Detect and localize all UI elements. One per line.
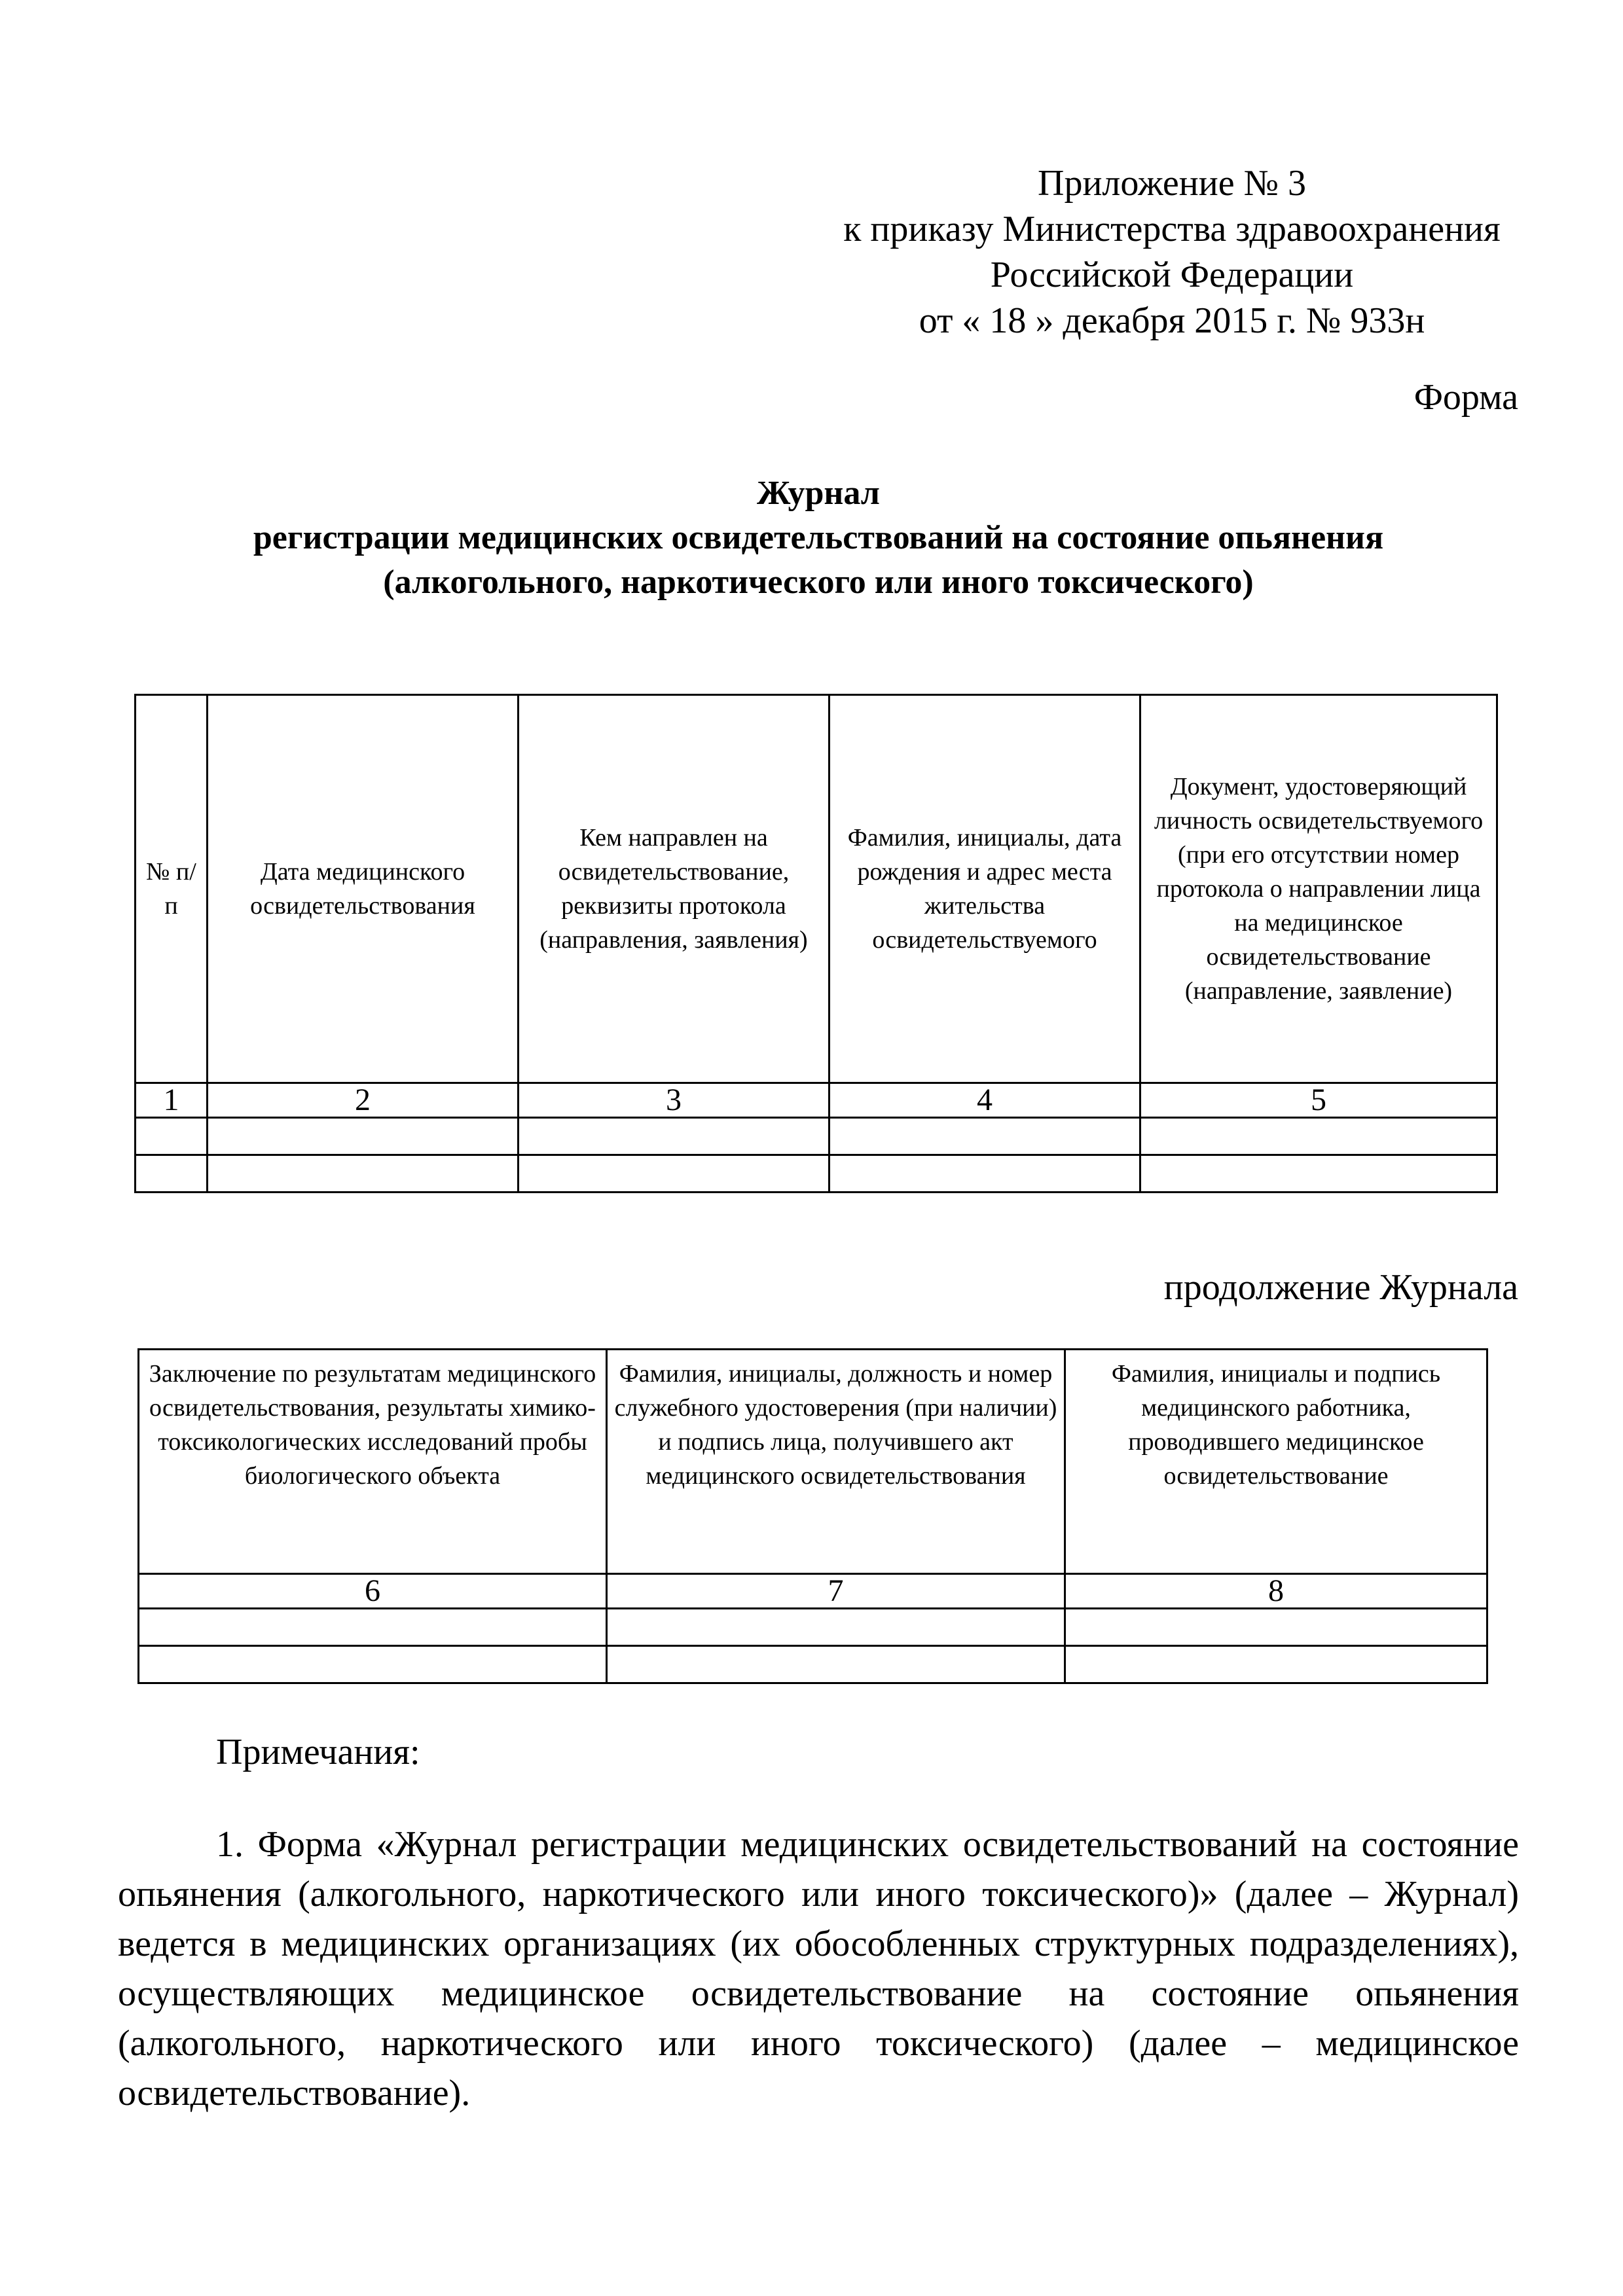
appendix-line-1: Приложение № 3: [1038, 163, 1306, 204]
table-cell: [1065, 1609, 1487, 1646]
title-line-1: Журнал: [757, 475, 880, 512]
column-number: 4: [830, 1083, 1140, 1118]
column-number: 3: [519, 1083, 830, 1118]
document-title: [118, 471, 1519, 605]
table-cell: [208, 1118, 519, 1155]
column-number-row: [139, 1574, 1487, 1609]
journal-table-continuation: [137, 1348, 1488, 1684]
note-paragraph: [118, 1820, 1519, 2118]
table-cell: [136, 1118, 208, 1155]
title-line-3: (алкогольного, наркотического или иного токсического): [383, 564, 1254, 601]
column-number: 5: [1140, 1083, 1497, 1118]
table-header-row: [139, 1350, 1487, 1574]
column-number: 7: [607, 1574, 1065, 1609]
column-header-id-document: Документ, удостоверяющий личность освидетельствуемого (при его отсутствии номер протокола о направлении лица на медицинское освидетельствование (направление, заявление): [1140, 695, 1497, 1083]
table-row: [139, 1609, 1487, 1646]
column-header-number: № п/п: [136, 695, 208, 1083]
note-item-1-text: 1. Форма «Журнал регистрации медицинских освидетельствований на состояние опьянения (алкогольного, наркотического или иного токсического)» (далее – Журнал) ведется в медицинских организациях (их обособленных структурных подразделениях), осуществляющих медицинское освидетельствование на состояние опьянения (алкогольного, наркотического или иного токсического) (далее – медицинское освидетельствование).: [118, 1824, 1519, 2113]
table-cell: [139, 1646, 607, 1683]
table-cell: [830, 1155, 1140, 1193]
column-header-act-recipient: Фамилия, инициалы, должность и номер служебного удостоверения (при наличии) и подпись лица, получившего акт медицинского освидетельствования: [607, 1350, 1065, 1574]
column-number: 2: [208, 1083, 519, 1118]
title-line-2: регистрации медицинских освидетельствований на состояние опьянения: [253, 519, 1384, 556]
appendix-line-3: Российской Федерации: [990, 255, 1354, 295]
table-cell: [136, 1155, 208, 1193]
table-cell: [139, 1609, 607, 1646]
table-cell: [208, 1155, 519, 1193]
table-cell: [830, 1118, 1140, 1155]
column-header-referred-by: Кем направлен на освидетельствование, реквизиты протокола (направления, заявления): [519, 695, 830, 1083]
table-cell: [607, 1609, 1065, 1646]
form-label: Форма: [1413, 377, 1518, 418]
appendix-line-4: от « 18 » декабря 2015 г. № 933н: [919, 300, 1425, 341]
table-cell: [1065, 1646, 1487, 1683]
column-header-date: Дата медицинского освидетельствования: [208, 695, 519, 1083]
continuation-label: продолжение Журнала: [1163, 1267, 1518, 1308]
column-number: 1: [136, 1083, 208, 1118]
table-header-row: [136, 695, 1497, 1083]
journal-table-main: [134, 694, 1498, 1193]
table-row: [139, 1646, 1487, 1683]
table-cell: [607, 1646, 1065, 1683]
column-header-person: Фамилия, инициалы, дата рождения и адрес места жительства освидетельствуемого: [830, 695, 1140, 1083]
notes-heading: Примечания:: [216, 1732, 420, 1772]
table-cell: [519, 1118, 830, 1155]
table-row: [136, 1118, 1497, 1155]
table-cell: [519, 1155, 830, 1193]
column-header-medical-worker: Фамилия, инициалы и подпись медицинского работника, проводившего медицинское освидетельствование: [1065, 1350, 1487, 1574]
appendix-line-2: к приказу Министерства здравоохранения: [843, 209, 1501, 249]
table-cell: [1140, 1118, 1497, 1155]
table-cell: [1140, 1155, 1497, 1193]
column-number-row: [136, 1083, 1497, 1118]
column-header-conclusion: Заключение по результатам медицинского освидетельствования, результаты химико-токсикологических исследований пробы биологического объекта: [139, 1350, 607, 1574]
column-number: 6: [139, 1574, 607, 1609]
column-number: 8: [1065, 1574, 1487, 1609]
table-row: [136, 1155, 1497, 1193]
appendix-header: [805, 160, 1539, 344]
